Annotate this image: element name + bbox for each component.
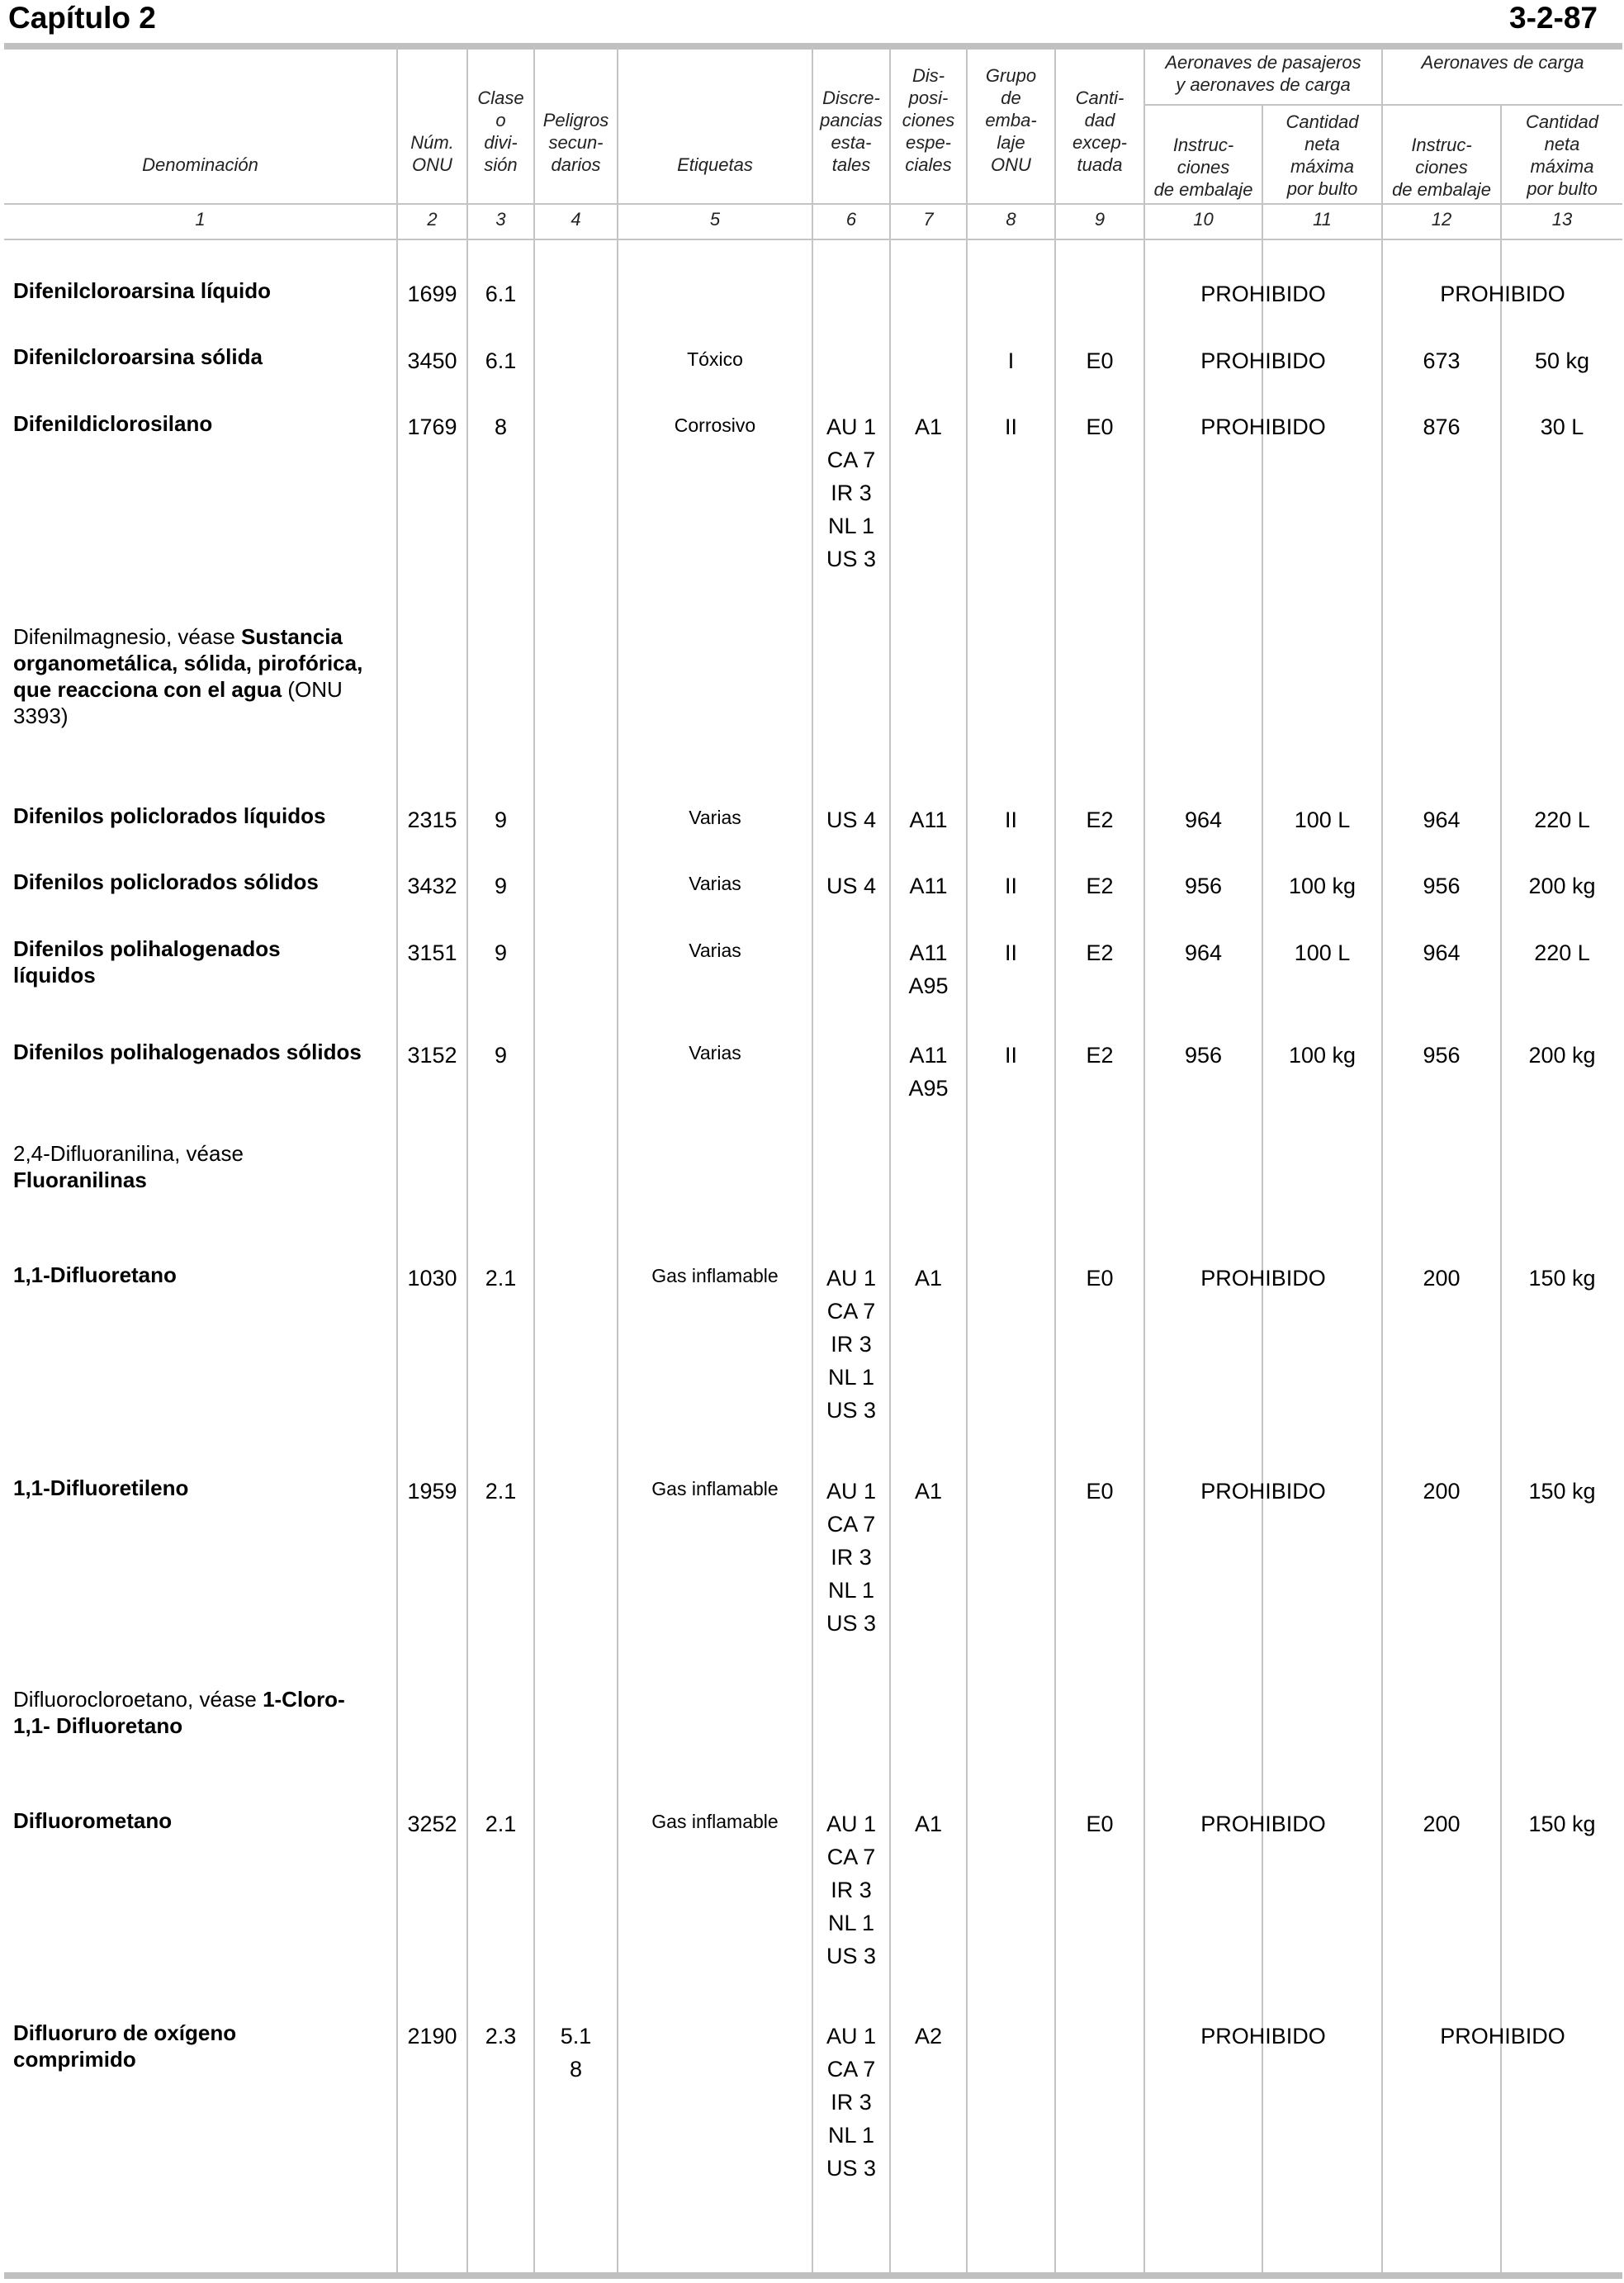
row-disposiciones: A1	[914, 1479, 943, 1504]
col-header-instrucciones-carga: Instruc- ciones de embalaje	[1392, 135, 1491, 200]
row-etiqueta: Varias	[689, 873, 741, 894]
row-cantidad-pasajeros: 100 L	[1294, 940, 1351, 965]
row-instrucciones-carga: 200	[1423, 1266, 1461, 1291]
row-discrepancias: AU 1 CA 7 IR 3 NL 1 US 3	[826, 1812, 877, 1968]
col-header-disposiciones: Dis- posi- ciones espe- ciales	[902, 65, 955, 175]
row-cantidad-carga: 150 kg	[1528, 1479, 1596, 1504]
row-instrucciones-carga: 964	[1423, 808, 1461, 832]
col-header-cantidad-carga: Cantidad neta máxima por bulto	[1525, 111, 1599, 199]
row-disposiciones: A1	[914, 414, 943, 439]
row-name: Difluorometano	[13, 1808, 173, 1833]
row-discrepancias: US 4	[826, 874, 877, 898]
row-name: Difenildiclorosilano	[13, 411, 213, 436]
col-number: 1	[195, 209, 206, 230]
reference-text: Difenilmagnesio, véase	[13, 624, 242, 649]
row-name-reference	[13, 1140, 376, 1193]
row-onu: 3152	[407, 1043, 457, 1068]
row-cantidad-exceptuada: E2	[1086, 874, 1114, 898]
row-discrepancias: AU 1 CA 7 IR 3 NL 1 US 3	[826, 1266, 877, 1423]
row-etiqueta: Varias	[689, 807, 741, 828]
row-onu: 1769	[407, 414, 457, 439]
row-grupo: II	[1004, 940, 1017, 965]
row-disposiciones: A11	[909, 808, 948, 832]
col-divider	[889, 46, 891, 2272]
row-onu: 2190	[407, 2024, 457, 2049]
row-clase: 2.3	[485, 2024, 517, 2049]
col-header-clase: Clase o divi- sión	[477, 88, 524, 175]
row-disposiciones: A2	[914, 2024, 943, 2049]
col-header-carga-group: Aeronaves de carga	[1421, 52, 1584, 73]
row-etiqueta: Corrosivo	[674, 414, 756, 436]
row-clase: 2.1	[485, 1266, 517, 1291]
row-cantidad-carga: 50 kg	[1534, 348, 1590, 373]
col-header-cantidad-exceptuada: Canti- dad excep- tuada	[1072, 88, 1128, 175]
group-header-rule	[1143, 104, 1622, 106]
row-onu: 3252	[407, 1812, 457, 1836]
row-name: Difenilcloroarsina sólida	[13, 344, 263, 369]
row-cantidad-carga: 200 kg	[1528, 874, 1596, 898]
row-disposiciones: A11 A95	[908, 940, 949, 998]
row-pasajeros-prohibido: PROHIBIDO	[1200, 1266, 1326, 1291]
row-onu: 1030	[407, 1266, 457, 1291]
row-name: Difenilos polihalogenados sólidos	[13, 1040, 362, 1064]
row-cantidad-pasajeros: 100 kg	[1288, 874, 1356, 898]
row-instrucciones-carga: 956	[1423, 874, 1461, 898]
row-cantidad-carga: 200 kg	[1528, 1043, 1596, 1068]
row-instrucciones-carga: 200	[1423, 1479, 1461, 1504]
row-instrucciones-pasajeros: 956	[1184, 1043, 1223, 1068]
row-cantidad-exceptuada: E2	[1086, 808, 1114, 832]
row-instrucciones-carga: 673	[1423, 348, 1461, 373]
row-clase: 2.1	[485, 1812, 517, 1836]
col-header-onu: Núm. ONU	[410, 132, 454, 175]
row-etiqueta: Gas inflamable	[651, 1811, 779, 1832]
row-clase: 6.1	[485, 348, 517, 373]
row-clase: 9	[494, 808, 508, 832]
colnum-rule	[4, 239, 1622, 240]
row-cantidad-carga: 30 L	[1540, 414, 1584, 439]
row-cantidad-exceptuada: E0	[1086, 1479, 1114, 1504]
row-name: Difenilcloroarsina líquido	[13, 278, 272, 303]
row-clase: 9	[494, 1043, 508, 1068]
bottom-rule	[4, 2272, 1622, 2279]
row-carga-prohibido: PROHIBIDO	[1440, 2024, 1565, 2049]
row-pasajeros-prohibido: PROHIBIDO	[1200, 1479, 1326, 1504]
row-discrepancias: AU 1 CA 7 IR 3 NL 1 US 3	[826, 1479, 877, 1636]
col-number: 6	[845, 209, 857, 230]
col-divider	[966, 46, 968, 2272]
col-header-pasajeros-group: Aeronaves de pasajeros y aeronaves de carga	[1165, 52, 1361, 95]
col-divider	[1381, 46, 1383, 2272]
col-number: 3	[495, 209, 506, 230]
row-cantidad-exceptuada: E2	[1086, 1043, 1114, 1068]
row-cantidad-exceptuada: E0	[1086, 414, 1114, 439]
row-grupo: I	[1007, 348, 1015, 373]
col-header-discrepancias: Discre- pancias esta- tales	[820, 88, 883, 175]
row-name: 1,1-Difluoretano	[13, 1262, 177, 1287]
row-pasajeros-prohibido: PROHIBIDO	[1200, 1812, 1326, 1836]
chapter-title: Capítulo 2	[8, 1, 156, 35]
page-header	[0, 0, 1624, 46]
row-discrepancias: AU 1 CA 7 IR 3 NL 1 US 3	[826, 2024, 877, 2181]
row-discrepancias: AU 1 CA 7 IR 3 NL 1 US 3	[826, 414, 877, 571]
row-instrucciones-carga: 964	[1423, 940, 1461, 965]
col-header-cantidad-pasajeros: Cantidad neta máxima por bulto	[1285, 111, 1359, 199]
row-discrepancias: US 4	[826, 808, 877, 832]
row-disposiciones: A11 A95	[908, 1043, 949, 1101]
row-onu: 1699	[407, 282, 457, 306]
row-onu: 2315	[407, 808, 457, 832]
row-grupo: II	[1004, 1043, 1017, 1068]
row-instrucciones-carga: 876	[1423, 414, 1461, 439]
row-etiqueta: Varias	[689, 1042, 741, 1063]
row-onu: 3450	[407, 348, 457, 373]
col-header-denominacion: Denominación	[142, 154, 258, 175]
row-clase: 6.1	[485, 282, 517, 306]
top-rule	[4, 43, 1622, 50]
row-instrucciones-pasajeros: 964	[1184, 940, 1223, 965]
col-number: 2	[427, 209, 438, 230]
row-cantidad-carga: 150 kg	[1528, 1812, 1596, 1836]
row-onu: 3151	[407, 940, 457, 965]
row-name: 1,1-Difluoretileno	[13, 1475, 189, 1500]
row-clase: 9	[494, 874, 508, 898]
row-grupo: II	[1004, 874, 1017, 898]
col-header-etiquetas: Etiquetas	[677, 154, 753, 175]
reference-text: Difluorocloroetano, véase	[13, 1687, 263, 1712]
row-cantidad-exceptuada: E0	[1086, 1812, 1114, 1836]
row-onu: 1959	[407, 1479, 457, 1504]
row-pasajeros-prohibido: PROHIBIDO	[1200, 348, 1326, 373]
col-number: 13	[1551, 209, 1573, 230]
row-etiqueta: Varias	[689, 940, 741, 961]
row-cantidad-pasajeros: 100 L	[1294, 808, 1351, 832]
row-instrucciones-pasajeros: 964	[1184, 808, 1223, 832]
row-onu: 3432	[407, 874, 457, 898]
col-number: 12	[1431, 209, 1452, 230]
reference-target: Sustancia organometálica, sólida, pirofórica, que reacciona con el agua	[13, 624, 363, 702]
row-disposiciones: A1	[914, 1266, 943, 1291]
row-name: Difenilos policlorados líquidos	[13, 803, 326, 828]
row-grupo: II	[1004, 808, 1017, 832]
row-peligros: 5.1 8	[560, 2024, 592, 2082]
row-etiqueta: Gas inflamable	[651, 1478, 779, 1499]
row-clase: 9	[494, 940, 508, 965]
row-pasajeros-prohibido: PROHIBIDO	[1200, 2024, 1326, 2049]
row-instrucciones-carga: 956	[1423, 1043, 1461, 1068]
row-pasajeros-prohibido: PROHIBIDO	[1200, 414, 1326, 439]
row-carga-prohibido: PROHIBIDO	[1440, 282, 1565, 306]
row-name-reference	[13, 1686, 376, 1739]
col-number: 11	[1313, 209, 1332, 230]
row-cantidad-pasajeros: 100 kg	[1288, 1043, 1356, 1068]
row-grupo: II	[1004, 414, 1017, 439]
reference-target: 1-Cloro-1,1- Difluoretano	[13, 1687, 345, 1738]
col-number: 8	[1006, 209, 1016, 230]
row-disposiciones: A1	[914, 1812, 943, 1836]
row-cantidad-exceptuada: E0	[1086, 1266, 1114, 1291]
col-number: 7	[923, 209, 934, 230]
row-name: Difluoruro de oxígeno comprimido	[13, 2020, 237, 2072]
col-header-grupo: Grupo de emba- laje ONU	[985, 65, 1037, 175]
row-cantidad-exceptuada: E2	[1086, 940, 1114, 965]
col-number: 9	[1094, 209, 1106, 230]
row-cantidad-carga: 220 L	[1534, 940, 1590, 965]
row-instrucciones-pasajeros: 956	[1184, 874, 1223, 898]
header-rule	[4, 203, 1622, 205]
page-number: 3-2-87	[1509, 1, 1598, 35]
row-clase: 2.1	[485, 1479, 517, 1504]
row-name-reference	[13, 623, 385, 729]
row-cantidad-exceptuada: E0	[1086, 348, 1114, 373]
reference-tail: (ONU 3393)	[13, 677, 343, 728]
col-number: 4	[571, 209, 581, 230]
row-clase: 8	[494, 414, 508, 439]
col-header-peligros: Peligros secun- darios	[542, 110, 609, 175]
col-divider	[1143, 46, 1145, 2272]
reference-target: Fluoranilinas	[13, 1168, 147, 1192]
col-divider	[533, 46, 535, 2272]
row-pasajeros-prohibido: PROHIBIDO	[1200, 282, 1326, 306]
col-divider	[466, 46, 468, 2272]
col-number: 5	[709, 209, 721, 230]
row-instrucciones-carga: 200	[1423, 1812, 1461, 1836]
col-header-instrucciones-pasajeros: Instruc- ciones de embalaje	[1153, 135, 1253, 200]
col-divider	[1054, 46, 1056, 2272]
row-etiqueta: Gas inflamable	[651, 1265, 779, 1286]
row-cantidad-carga: 220 L	[1534, 808, 1590, 832]
row-disposiciones: A11	[909, 874, 948, 898]
col-divider	[617, 46, 618, 2272]
col-number: 10	[1193, 209, 1214, 230]
row-cantidad-carga: 150 kg	[1528, 1266, 1596, 1291]
row-name: Difenilos policlorados sólidos	[13, 869, 319, 894]
col-divider	[396, 46, 398, 2272]
reference-text: 2,4-Difluoranilina, véase	[13, 1141, 244, 1166]
row-etiqueta: Tóxico	[687, 348, 743, 370]
row-name: Difenilos polihalogenados líquidos	[13, 936, 281, 988]
